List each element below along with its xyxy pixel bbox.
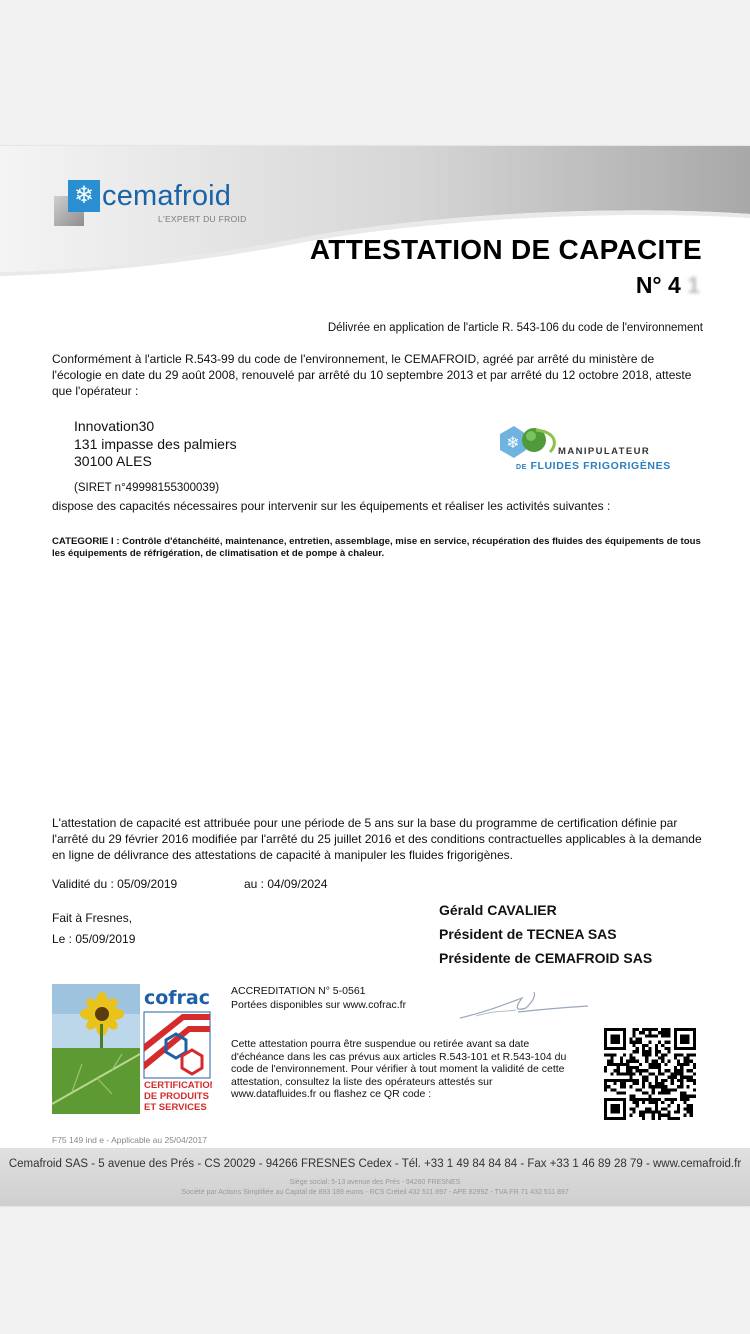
cemafroid-logo [54,180,254,226]
categorie-text: CATEGORIE I : Contrôle d'étanchéité, maintenance, entretien, assemblage, mise en service, récupération des fluides des équipements de tous les équipements de réfrigération, de climatisation et de pompe à chaleur. [52,536,701,559]
footer-address: Cemafroid SAS - 5 avenue des Prés - CS 20029 - 94266 FRESNES Cedex - Tél. +33 1 49 84 84 84 - Fax +33 1 46 89 28 79 - www.cemafroid.fr [8,1158,742,1170]
validity-from: Validité du : 05/09/2019 [52,877,178,891]
suspension-notice: Cette attestation pourra être suspendue ou retirée avant sa date d'échéance dans les cas prévus aux articles R.543-101 et R.543-104 du code de l'environnement. Pour vérifier à tout moment la validité de cette attestation, consultez la liste des opérateurs attestés sur www.datafluides.fr ou flashez ce QR code : [231,1038,567,1100]
accreditation-block [231,984,406,1012]
cofrac-cert-3: ET SERVICES [144,1102,207,1113]
globe-snowflake-icon [496,422,556,462]
snowflake-icon: ❄ [68,180,100,212]
footer-legal: Société par Actions Simplifiée au Capital de 893 189 euros - RCS Créteil 432 511 897 - APE 8299Z - TVA FR 71 432 511 897 [181,1189,569,1196]
operator-city: 30100 ALES [74,453,152,469]
signer-block [439,902,652,974]
footer-siege: Siège social: 5-13 avenue des Prés - 94260 FRESNES [289,1179,461,1186]
accreditation-number: ACCREDITATION N° 5-0561 [231,985,366,997]
number-prefix: N° 4 [635,272,681,298]
badge-line-fluides [516,460,671,472]
badge-prefix: DE [516,464,527,471]
badge-fluides-text: FLUIDES FRIGORIGÈNES [530,460,671,472]
operator-siret: (SIRET n°49998155300039) [74,482,220,494]
intro-paragraph: Conformément à l'article R.543-99 du code de l'environnement, le CEMAFROID, agréé par arrêté du ministère de l'écologie en date du 29 août 2008, renouvelé par arrêté du 10 septembre 2013 et par arrêté du 12 octobre 2018, atteste que l'opérateur : [52,352,692,398]
svg-text:❄: ❄ [506,433,520,452]
manipulateur-fluides-badge [496,422,676,484]
signer-role-tecnea: Président de TECNEA SAS [439,926,617,942]
period-paragraph: L'attestation de capacité est attribuée pour une période de 5 ans sur la base du programme de certification définie par l'arrêté du 29 février 2016 modifiée par l'arrêté du 25 juillet 2016 et des conditions contractuelles applicables à la demande en ligne de délivrance des attestations de capacité à manipuler les fluides frigorigènes. [52,816,702,862]
accreditation-link: Portées disponibles sur www.cofrac.fr [231,999,407,1011]
logo-tagline: L'EXPERT DU FROID [158,214,247,224]
attestation-document [0,146,750,1206]
footer [0,1148,750,1206]
handwritten-signature [456,988,596,1024]
dispose-line: dispose des capacités nécessaires pour intervenir sur les équipements et réaliser les activités suivantes : [52,499,611,513]
operator-street: 131 impasse des palmiers [74,435,237,452]
cofrac-cert-2: DE PRODUITS [144,1091,209,1102]
cofrac-brand: cofrac [143,987,211,1009]
number-obscured: 1 [680,272,700,298]
operator-name: Innovation30 [74,418,155,434]
operator-address [74,418,237,471]
qr-code-icon[interactable] [604,1028,696,1120]
cofrac-cert-1: CERTIFICATION [144,1080,212,1091]
validity-to: au : 04/09/2024 [244,877,328,891]
badge-line-manipulateur: MANIPULATEUR [558,446,651,457]
form-reference: F75 149 ind e - Applicable au 25/04/2017 [52,1135,208,1145]
attestation-number [636,272,700,299]
issue-place-date [52,908,135,950]
sunflower-leaf-photo [52,984,140,1114]
logo-name: cemafroid [102,180,232,212]
delivered-line: Délivrée en application de l'article R. 543-106 du code de l'environnement [327,322,703,334]
document-title: ATTESTATION DE CAPACITE [309,234,702,265]
cofrac-logo [142,984,212,1114]
signer-role-cemafroid: Présidente de CEMAFROID SAS [439,950,653,966]
signer-name: Gérald CAVALIER [439,902,557,918]
issue-place: Fait à Fresnes, [52,911,133,925]
issue-date: Le : 05/09/2019 [52,932,136,946]
